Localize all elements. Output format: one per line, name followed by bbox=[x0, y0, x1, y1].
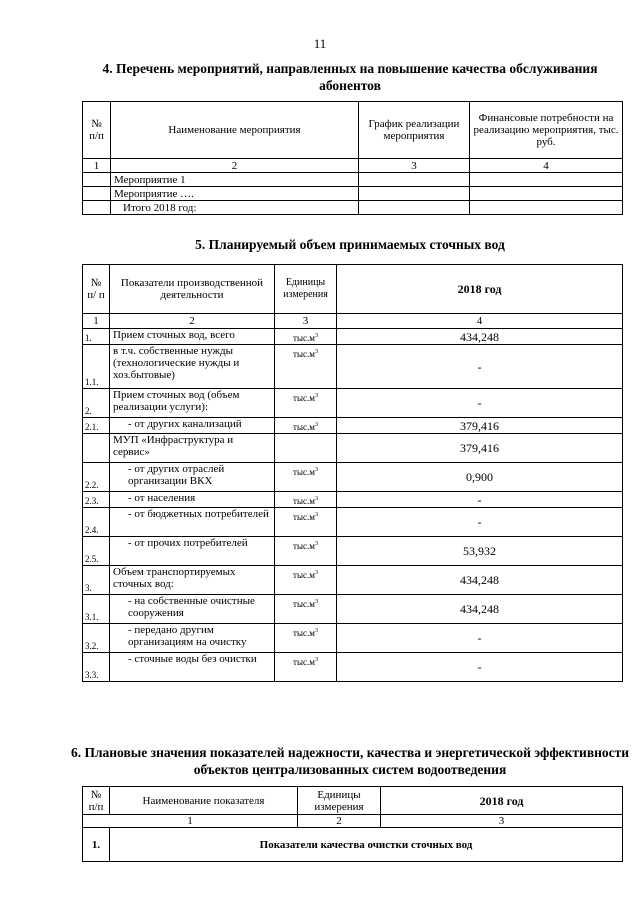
indicator-name: - от других канализаций bbox=[110, 418, 275, 434]
header-num: № п/п bbox=[83, 787, 110, 815]
value-2018: - bbox=[337, 389, 623, 418]
unit-cell bbox=[275, 624, 337, 653]
quality-indicators-row: Показатели качества очистки сточных вод bbox=[110, 828, 623, 862]
row-num: 2. bbox=[83, 389, 110, 418]
unit-text: тыс.м bbox=[293, 570, 315, 580]
col-number: 2 bbox=[111, 159, 359, 173]
col-number: 1 bbox=[83, 314, 110, 329]
unit-cell bbox=[275, 492, 337, 508]
table-row bbox=[83, 463, 623, 492]
col-number: 4 bbox=[470, 159, 623, 173]
section5-title: 5. Планируемый объем принимаемых сточных вод bbox=[195, 237, 505, 252]
unit-text: тыс.м bbox=[293, 628, 315, 638]
value-2018: 434,248 bbox=[337, 595, 623, 624]
indicator-name: - от бюджетных потребителей bbox=[110, 508, 275, 537]
row-num: 2.4. bbox=[83, 508, 110, 537]
row-num bbox=[83, 201, 111, 215]
table-row bbox=[83, 492, 623, 508]
activity-schedule bbox=[359, 173, 470, 187]
unit-superscript: 3 bbox=[314, 657, 318, 663]
unit-cell bbox=[275, 566, 337, 595]
header-year: 2018 год bbox=[337, 265, 623, 314]
unit-superscript: 3 bbox=[314, 467, 318, 473]
value-2018: 434,248 bbox=[337, 329, 623, 345]
table-row bbox=[83, 389, 623, 418]
unit-superscript: 3 bbox=[314, 422, 318, 428]
row-num: 1. bbox=[83, 828, 110, 862]
row-num: 3. bbox=[83, 566, 110, 595]
value-2018: - bbox=[337, 508, 623, 537]
table-row bbox=[83, 566, 623, 595]
activity-schedule bbox=[359, 201, 470, 215]
unit-superscript: 3 bbox=[314, 512, 318, 518]
unit-text: тыс.м bbox=[293, 657, 315, 667]
wastewater-volume-table bbox=[82, 264, 623, 682]
row-num: 2.5. bbox=[83, 537, 110, 566]
activity-name: Мероприятие 1 bbox=[111, 173, 359, 187]
col-number: 1 bbox=[83, 815, 298, 828]
unit-superscript: 3 bbox=[314, 393, 318, 399]
table-row bbox=[83, 434, 623, 463]
table-row bbox=[83, 329, 623, 345]
table-row bbox=[83, 508, 623, 537]
table-row bbox=[83, 418, 623, 434]
unit-text: тыс.м bbox=[293, 541, 315, 551]
unit-superscript: 3 bbox=[314, 541, 318, 547]
unit-text: тыс.м bbox=[293, 496, 315, 506]
indicator-name: Прием сточных вод (объем реализации услуги): bbox=[110, 389, 275, 418]
unit-text: тыс.м bbox=[293, 512, 315, 522]
value-2018: 379,416 bbox=[337, 418, 623, 434]
activity-schedule bbox=[359, 187, 470, 201]
header-finance: Финансовые потребности на реализацию мероприятия, тыс. руб. bbox=[470, 102, 623, 159]
unit-superscript: 3 bbox=[314, 599, 318, 605]
header-num: № п/п bbox=[83, 102, 111, 159]
col-number: 2 bbox=[110, 314, 275, 329]
row-num: 2.3. bbox=[83, 492, 110, 508]
row-num: 3.1. bbox=[83, 595, 110, 624]
indicator-name: - от населения bbox=[110, 492, 275, 508]
col-number: 3 bbox=[359, 159, 470, 173]
section4-title: 4. Перечень мероприятий, направленных на повышение качества обслуживания абонентов bbox=[102, 61, 598, 93]
indicator-name: - передано другим организациям на очистку bbox=[110, 624, 275, 653]
header-indicator: Показатели производственной деятельности bbox=[110, 265, 275, 314]
header-year: 2018 год bbox=[381, 787, 623, 815]
col-number: 1 bbox=[83, 159, 111, 173]
header-num: № п/ п bbox=[83, 265, 110, 314]
value-2018: - bbox=[337, 624, 623, 653]
row-num bbox=[83, 187, 111, 201]
unit-superscript: 3 bbox=[314, 349, 318, 355]
row-num: 2.2. bbox=[83, 463, 110, 492]
row-num: 1. bbox=[83, 329, 110, 345]
unit-cell bbox=[275, 345, 337, 389]
unit-cell bbox=[275, 434, 337, 463]
row-num bbox=[83, 434, 110, 463]
header-units: Единицы измерения bbox=[275, 265, 337, 314]
table-row bbox=[83, 537, 623, 566]
indicator-name: МУП «Инфраструктура и сервис» bbox=[110, 434, 275, 463]
indicator-name: - сточные воды без очистки bbox=[110, 653, 275, 682]
table-row bbox=[83, 828, 623, 862]
indicator-name: - от других отраслей организации ВКХ bbox=[110, 463, 275, 492]
activity-finance bbox=[470, 201, 623, 215]
col-number: 3 bbox=[381, 815, 623, 828]
value-2018: 53,932 bbox=[337, 537, 623, 566]
activity-finance bbox=[470, 173, 623, 187]
unit-superscript: 3 bbox=[314, 570, 318, 576]
unit-cell bbox=[275, 508, 337, 537]
unit-text: тыс.м bbox=[293, 333, 315, 343]
indicator-name: - от прочих потребителей bbox=[110, 537, 275, 566]
header-units: Единицы измерения bbox=[298, 787, 381, 815]
unit-cell bbox=[275, 537, 337, 566]
page-number: 11 bbox=[313, 36, 327, 51]
table-row bbox=[83, 201, 623, 215]
row-num: 3.2. bbox=[83, 624, 110, 653]
col-number: 2 bbox=[298, 815, 381, 828]
unit-superscript: 3 bbox=[314, 628, 318, 634]
table-row bbox=[83, 653, 623, 682]
unit-cell bbox=[275, 595, 337, 624]
unit-cell bbox=[275, 389, 337, 418]
table-row bbox=[83, 624, 623, 653]
value-2018: 0,900 bbox=[337, 463, 623, 492]
unit-cell bbox=[275, 329, 337, 345]
unit-text: тыс.м bbox=[293, 599, 315, 609]
row-num: 2.1. bbox=[83, 418, 110, 434]
total-label: Итого 2018 год: bbox=[111, 201, 359, 215]
value-2018: - bbox=[337, 653, 623, 682]
unit-superscript: 3 bbox=[314, 333, 318, 339]
indicator-name: - на собственные очистные сооружения bbox=[110, 595, 275, 624]
value-2018: 434,248 bbox=[337, 566, 623, 595]
indicator-name: Объем транспортируемых сточных вод: bbox=[110, 566, 275, 595]
reliability-table bbox=[82, 786, 623, 862]
unit-cell bbox=[275, 418, 337, 434]
unit-cell bbox=[275, 463, 337, 492]
unit-text: тыс.м bbox=[293, 349, 315, 359]
unit-cell bbox=[275, 653, 337, 682]
header-indicator-name: Наименование показателя bbox=[110, 787, 298, 815]
col-number: 3 bbox=[275, 314, 337, 329]
table-row bbox=[83, 187, 623, 201]
col-number: 4 bbox=[337, 314, 623, 329]
value-2018: - bbox=[337, 492, 623, 508]
row-num: 1.1. bbox=[83, 345, 110, 389]
unit-text: тыс.м bbox=[293, 393, 315, 403]
header-activity: Наименование мероприятия bbox=[111, 102, 359, 159]
activities-table bbox=[82, 101, 623, 215]
unit-superscript: 3 bbox=[314, 496, 318, 502]
value-2018: - bbox=[337, 345, 623, 389]
row-num bbox=[83, 173, 111, 187]
indicator-name: Прием сточных вод, всего bbox=[110, 329, 275, 345]
table-row bbox=[83, 345, 623, 389]
table-row bbox=[83, 595, 623, 624]
unit-text: тыс.м bbox=[293, 467, 315, 477]
activity-name: Мероприятие …. bbox=[111, 187, 359, 201]
activity-finance bbox=[470, 187, 623, 201]
row-num: 3.3. bbox=[83, 653, 110, 682]
value-2018: 379,416 bbox=[337, 434, 623, 463]
indicator-name: в т.ч. собственные нужды (технологические нужды и хоз.бытовые) bbox=[110, 345, 275, 389]
section6-title: 6. Плановые значения показателей надежности, качества и энергетической эффективности объектов централизованных систем водоотведения bbox=[70, 745, 630, 777]
header-schedule: График реализации мероприятия bbox=[359, 102, 470, 159]
unit-text: тыс.м bbox=[293, 422, 315, 432]
table-row bbox=[83, 173, 623, 187]
